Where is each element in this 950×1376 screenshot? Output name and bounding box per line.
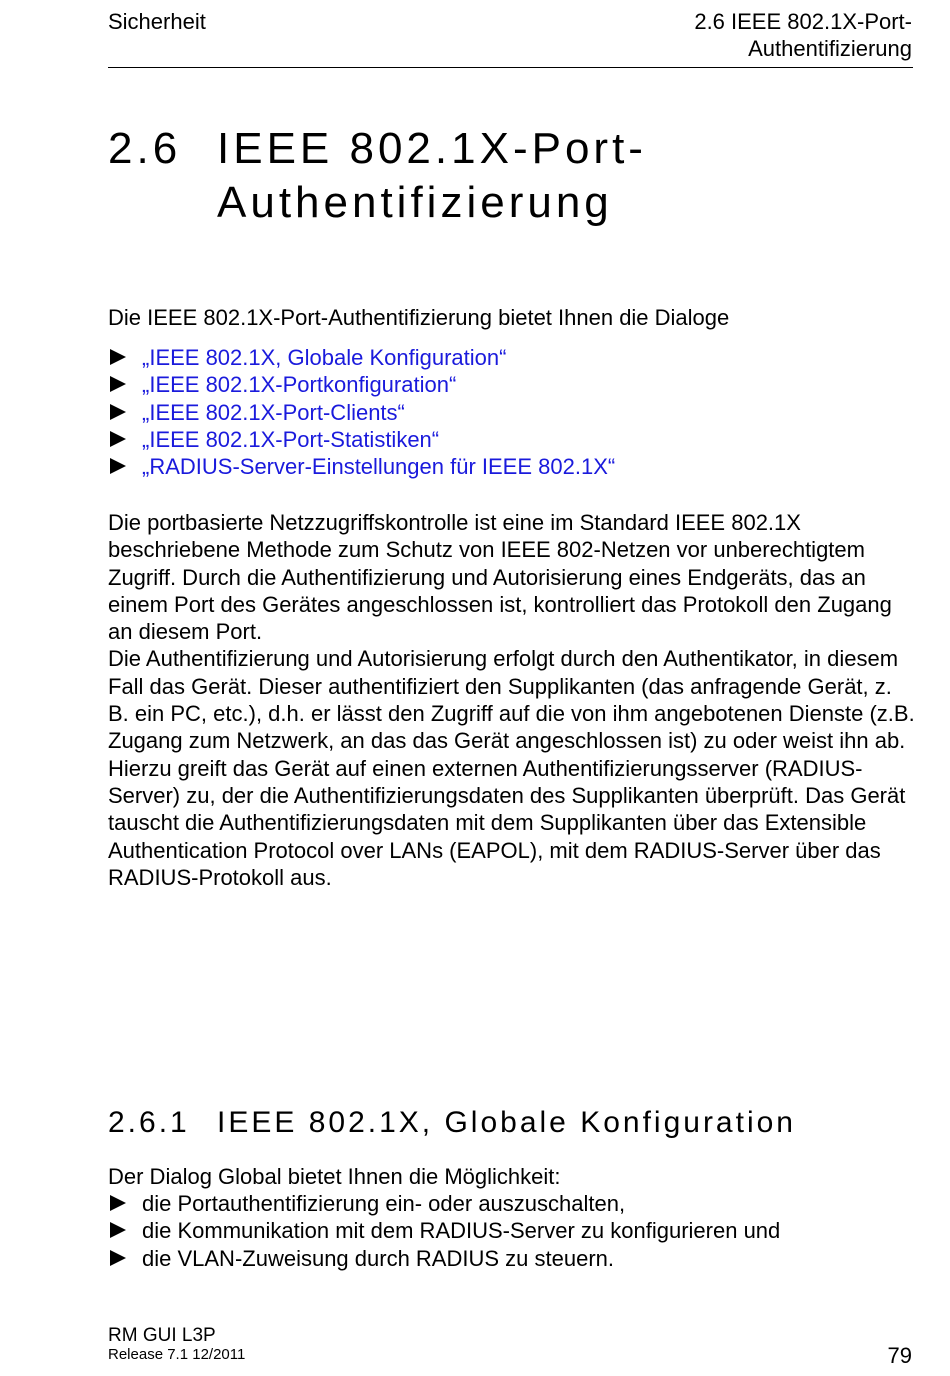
page-number: 79 [887, 1343, 912, 1368]
bullet-triangle-icon [110, 431, 126, 447]
list-item [108, 371, 918, 398]
subsection-heading [108, 1103, 796, 1143]
list-item [108, 1190, 918, 1217]
bullet-triangle-icon [110, 404, 126, 420]
bullet-triangle-icon [110, 1250, 126, 1266]
bullet-triangle-icon [110, 349, 126, 365]
dialog-link-port-statistics[interactable]: „IEEE 802.1X-Port-Statistiken“ [142, 426, 440, 452]
running-header-section-line1: 2.6 IEEE 802.1X-Port- [694, 9, 912, 34]
running-header-section-line2: Authentifizierung [748, 36, 912, 61]
list-item [108, 1217, 918, 1244]
footer-release: Release 7.1 12/2011 [108, 1346, 246, 1363]
list-item [108, 426, 918, 453]
list-item [108, 344, 918, 371]
list-item [108, 399, 918, 426]
dialog-link-radius-settings[interactable]: „RADIUS-Server-Einstellungen für IEEE 802.1X“ [142, 454, 616, 480]
intro-text: Die IEEE 802.1X-Port-Authentifizierung bietet Ihnen die Dialoge [108, 305, 730, 330]
subsection-intro: Der Dialog Global bietet Ihnen die Möglichkeit: [108, 1164, 561, 1189]
section-heading [108, 122, 647, 230]
bullet-text: die Kommunikation mit dem RADIUS-Server zu konfigurieren und [142, 1218, 781, 1244]
list-item [108, 1245, 918, 1272]
section-number: 2.6 [108, 124, 182, 173]
section-title-line2: Authentifizierung [217, 178, 613, 227]
dialog-link-port-config[interactable]: „IEEE 802.1X-Portkonfiguration“ [142, 372, 457, 398]
bullet-text: die VLAN-Zuweisung durch RADIUS zu steuern. [142, 1245, 614, 1271]
dialog-link-list [108, 344, 918, 480]
list-item [108, 453, 918, 480]
dialog-link-port-clients[interactable]: „IEEE 802.1X-Port-Clients“ [142, 399, 405, 425]
description-block [108, 509, 918, 891]
bullet-text: die Portauthentifizierung ein- oder auszuschalten, [142, 1191, 626, 1216]
dialog-link-global-config[interactable]: „IEEE 802.1X, Globale Konfiguration“ [142, 345, 507, 370]
bullet-triangle-icon [110, 376, 126, 392]
bullet-triangle-icon [110, 1222, 126, 1238]
running-header-section [612, 8, 912, 62]
paragraph: Die portbasierte Netzzugriffskontrolle ist eine im Standard IEEE 802.1X beschriebene Methode zum Schutz von IEEE 802-Netzen vor unberechtigtem Zugriff. Durch die Authentifizierung und Autorisierung eines Endgeräts, das an einem Port des Gerätes angeschlossen ist, kontrolliert das Protokoll den Zugang an diesem Port. [108, 510, 892, 645]
header-divider [108, 67, 913, 68]
subsection-title: IEEE 802.1X, Globale Konfiguration [217, 1106, 796, 1139]
subsection-number: 2.6.1 [108, 1106, 190, 1139]
paragraph: Die Authentifizierung und Autorisierung erfolgt durch den Authentikator, in diesem Fall das Gerät. Dieser authentifiziert den Supplikanten (das anfragende Gerät, z. B. ein PC, etc.), d.h. er lässt den Zugriff auf die von ihm angebotenen Dienste (z.B. Zugang zum Netzwerk, an das das Gerät angeschlossen ist) zu oder weist ihn ab. Hierzu greift das Gerät auf einen externen Authentifizierungsserver (RADIUS-Server) zu, der die Authentifizierungsdaten des Supplikanten überprüft. Das Gerät tauscht die Authentifizierungsdaten mit dem Supplikanten über das Extensible Authentication Protocol over LANs (EAPOL), mit dem RADIUS-Server über das RADIUS-Protokoll aus. [108, 646, 915, 890]
section-title-line1: IEEE 802.1X-Port- [217, 124, 647, 173]
running-header-chapter: Sicherheit [108, 9, 206, 34]
feature-bullet-list [108, 1190, 918, 1272]
footer-document-name: RM GUI L3P [108, 1325, 216, 1346]
bullet-triangle-icon [110, 1195, 126, 1211]
bullet-triangle-icon [110, 458, 126, 474]
